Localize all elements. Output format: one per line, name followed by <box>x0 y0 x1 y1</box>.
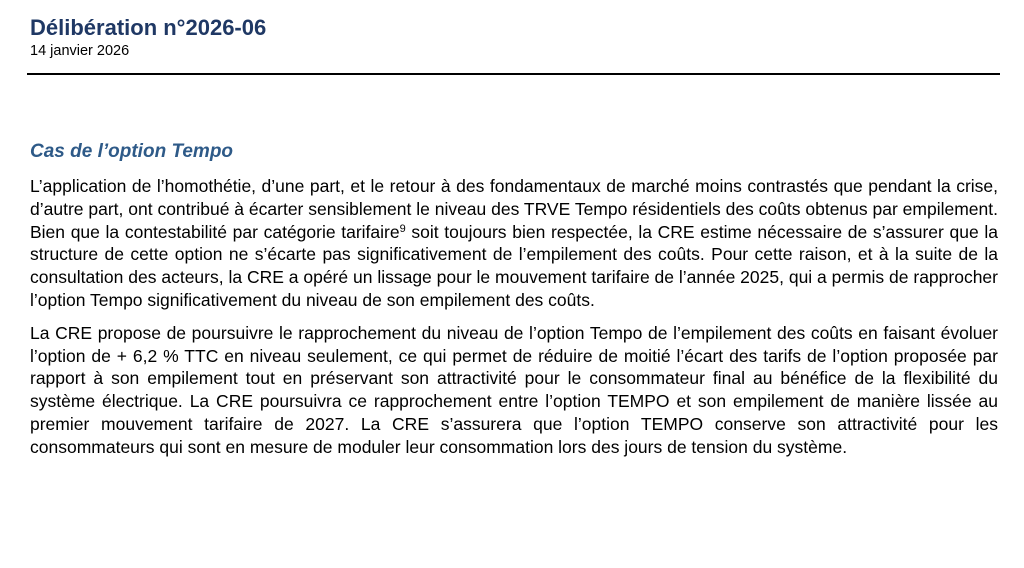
document-body <box>30 139 998 469</box>
paragraph-1 <box>30 175 998 312</box>
document-header <box>30 14 1000 60</box>
paragraph-2: La CRE propose de poursuivre le rapprochement du niveau de l’option Tempo de l’empilement des coûts en faisant évoluer l’option de + 6,2 % TTC en niveau seulement, ce qui permet de réduire de moitié l’écart des tarifs de l’option proposée par rapport à son empilement tout en préservant son attractivité pour le consommateur final au bénéfice de la flexibilité du système électrique. La CRE poursuivra ce rapprochement entre l’option TEMPO et son empilement de manière lissée au premier mouvement tarifaire de 2027. La CRE s’assurera que l’option TEMPO conserve son attractivité pour les consommateurs qui sont en mesure de moduler leur consommation lors des jours de tension du système. <box>30 322 998 457</box>
section-heading: Cas de l’option Tempo <box>30 141 234 162</box>
footnote-reference[interactable]: 9 <box>399 222 406 235</box>
document-date: 14 janvier 2026 <box>30 43 130 59</box>
paragraph-1-text-start: L’application de l’homothétie, d’une part, et le retour à des fondamentaux de marché moins contrastés que pendant la crise, d’autre part, ont contribué à écarter sensiblement le niveau des TRVE Tempo résidentiels des coûts obtenus par empilement. Bien que la contestabilité par catégorie tarifaire <box>30 176 998 242</box>
header-divider <box>27 73 1000 75</box>
paragraph-1-text-end: soit toujours bien respectée, la CRE estime nécessaire de s’assurer que la structure de cette option ne s’écarte pas significativement de l’empilement des coûts. Pour cette raison, et à la suite de la consultation des acteurs, la CRE a opéré un lissage pour le mouvement tarifaire de l’année 2025, qui a permis de rapprocher l’option Tempo significativement du niveau de son empilement des coûts. <box>30 221 998 310</box>
page-title: Délibération n°2026-06 <box>30 15 267 40</box>
